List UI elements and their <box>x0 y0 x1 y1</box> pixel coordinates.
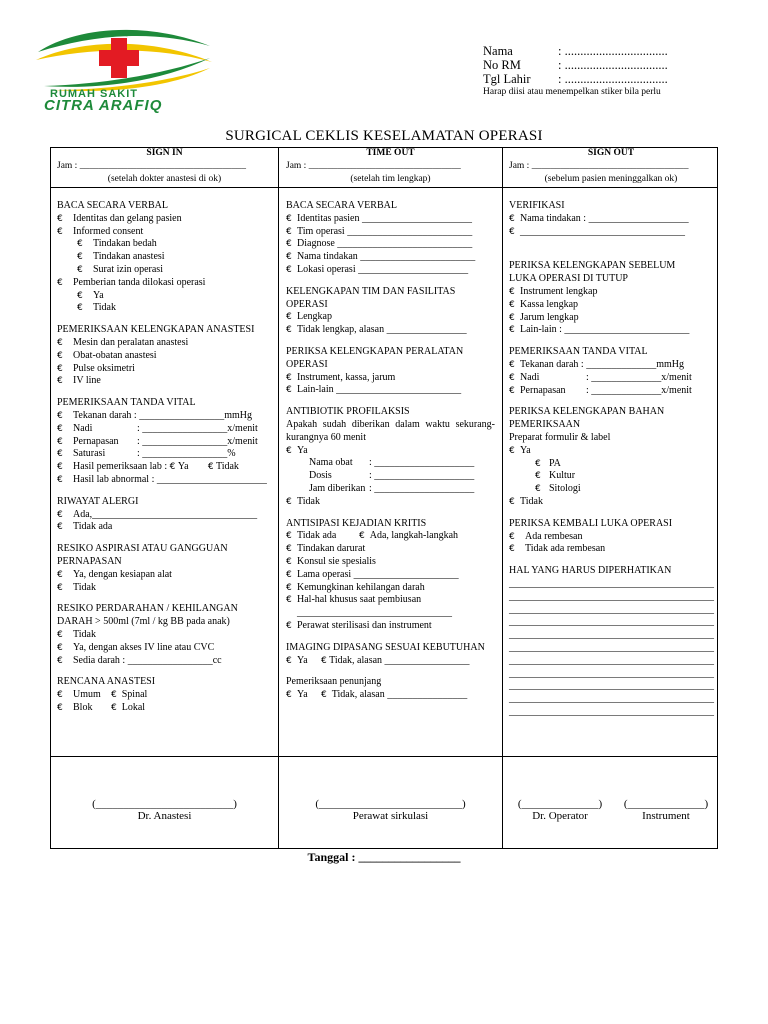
check-item[interactable]: € Tindakan darurat <box>286 543 366 555</box>
checkbox-icon: € <box>57 423 63 434</box>
checkbox-icon: € <box>535 484 541 495</box>
field-nama-obat[interactable]: Nama obat : ____________________ <box>309 457 475 469</box>
section-kelengkapan-peralatan <box>286 346 495 397</box>
checkbox-icon: € <box>286 496 292 507</box>
logo-swoosh-icon <box>34 24 214 94</box>
section-heading: BACA SECARA VERBAL <box>57 200 168 211</box>
check-item[interactable]: € Tidak <box>286 495 320 507</box>
note-line[interactable]: _________________________________________ <box>509 654 714 666</box>
header-time-out: TIME OUT <box>366 148 415 158</box>
section-antisipasi <box>286 518 495 633</box>
check-item[interactable]: € Ya <box>77 289 104 301</box>
time-out-column <box>286 200 495 702</box>
check-item[interactable]: € Tidak <box>57 581 96 593</box>
sub-sign-out: (sebelum pasien meninggalkan ok) <box>544 174 678 184</box>
check-item[interactable]: € Informed consent <box>57 225 144 237</box>
logo-text-rumah-sakit: RUMAH SAKIT <box>50 88 138 100</box>
section-heading: DARAH > 500ml (7ml / kg BB pada anak) <box>57 616 230 628</box>
section-heading: RESIKO ASPIRASI ATAU GANGGUAN <box>57 543 228 555</box>
checkbox-icon: € <box>57 629 63 640</box>
section-rencana-anastesi <box>57 676 271 714</box>
checkbox-icon: € <box>57 474 63 485</box>
check-item[interactable]: € Tim operasi _________________________ <box>286 225 473 237</box>
checkbox-icon: € <box>286 569 292 580</box>
section-heading: PERIKSA KEMBALI LUKA OPERASI <box>509 517 673 529</box>
section-luka-operasi <box>509 518 713 556</box>
check-item[interactable]: € Ya, dengan kesiapan alat <box>57 568 172 580</box>
checkbox-icon: € <box>509 372 515 383</box>
checkbox-icon: € <box>57 690 63 701</box>
checkbox-icon: € <box>57 449 63 460</box>
checkbox-icon: € <box>57 569 63 580</box>
check-item[interactable]: € Lengkap <box>286 311 332 323</box>
label-nama: Nama <box>483 44 513 58</box>
section-baca-verbal <box>286 200 495 277</box>
note-line[interactable]: _________________________________________ <box>509 590 714 602</box>
check-item[interactable]: € Tidak <box>57 628 96 640</box>
signature-name: Dr. Anastesi <box>137 810 192 822</box>
checkbox-icon: € <box>286 595 292 606</box>
checkbox-icon: € <box>57 582 63 593</box>
section-heading: PERNAPASAN <box>57 555 122 567</box>
section-baca-verbal <box>57 200 271 315</box>
checkbox-icon: € <box>57 226 63 237</box>
preparat-label: Preparat formulir & label <box>509 431 611 443</box>
checkbox-icon: € <box>57 350 63 361</box>
check-item[interactable]: € IV line <box>57 375 101 387</box>
check-item[interactable]: € Sedia darah : _________________cc <box>57 654 222 666</box>
section-heading: OPERASI <box>286 298 328 310</box>
patient-note: Harap diisi atau menempelkan stiker bila perlu <box>483 87 661 97</box>
check-item[interactable]: € Lain-lain _________________________ <box>286 384 462 396</box>
section-heading: RESIKO PERDARAHAN / KEHILANGAN <box>57 603 238 615</box>
section-imaging <box>286 642 495 668</box>
checkbox-icon: € <box>57 376 63 387</box>
check-item[interactable]: € Nadi : _________________x/menit <box>57 422 258 434</box>
check-item[interactable]: € Nama tindakan _______________________ <box>286 251 476 263</box>
checkbox-icon: € <box>286 556 292 567</box>
note-line[interactable]: _________________________________________ <box>509 577 714 589</box>
checkbox-icon: € <box>509 445 515 456</box>
note-line[interactable]: _________________________________________ <box>509 603 714 615</box>
checkbox-icon: € <box>509 299 515 310</box>
checklist-table <box>50 147 718 849</box>
section-tanda-vital <box>509 346 713 397</box>
checkbox-icon: € <box>509 385 515 396</box>
section-hal-diperhatikan <box>509 565 713 719</box>
checkbox-icon: € <box>286 239 292 250</box>
section-heading: OPERASI <box>286 358 328 370</box>
sub-time-out: (setelah tim lengkap) <box>350 174 431 184</box>
checkbox-icon: € <box>509 544 515 555</box>
checkbox-icon: € <box>286 325 292 336</box>
signature-name: Instrument <box>642 810 690 822</box>
checkbox-icon: € <box>57 337 63 348</box>
check-item[interactable]: € Umum € Spinal <box>57 689 148 701</box>
checkbox-icon: € <box>535 471 541 482</box>
check-item[interactable]: € Nama tindakan : ____________________ <box>509 212 689 224</box>
patient-info <box>483 44 668 97</box>
checkbox-icon: € <box>57 277 63 288</box>
jam-sign-in[interactable]: Jam : ___________________________________ <box>57 161 246 171</box>
check-item[interactable]: € Pemberian tanda dilokasi operasi <box>57 276 206 288</box>
checkbox-icon: € <box>57 436 63 447</box>
check-item[interactable]: € Ya € Tidak, alasan ________________ <box>286 689 468 701</box>
section-tanda-vital <box>57 397 271 487</box>
check-item[interactable]: € Instrument lengkap <box>509 285 598 297</box>
check-item[interactable]: € Tindakan anastesi <box>77 251 165 263</box>
checkbox-icon: € <box>286 531 292 542</box>
section-heading: ANTISIPASI KEJADIAN KRITIS <box>286 517 427 529</box>
section-heading: LUKA OPERASI DI TUTUP <box>509 273 628 285</box>
checkbox-icon: € <box>509 325 515 336</box>
section-heading: IMAGING DIPASANG SESUAI KEBUTUHAN <box>286 641 485 653</box>
check-item[interactable]: € Sitologi <box>535 483 581 495</box>
note-line[interactable]: _________________________________________ <box>509 680 714 692</box>
section-penunjang <box>286 676 495 702</box>
section-heading: PEMERIKSAAN <box>509 419 581 431</box>
check-item[interactable]: € Pernapasan : ______________x/menit <box>509 384 692 396</box>
check-item[interactable]: € Tidak ada € Ada, langkah-langkah <box>286 530 459 542</box>
page-title: SURGICAL CEKLIS KESELAMATAN OPERASI <box>225 128 543 144</box>
check-item[interactable]: € Nadi : ______________x/menit <box>509 371 692 383</box>
section-verifikasi <box>509 200 713 238</box>
sign-in-column <box>57 200 271 715</box>
section-heading: KELENGKAPAN TIM DAN FASILITAS <box>286 285 456 297</box>
checkbox-icon: € <box>286 252 292 263</box>
section-heading: PEMERIKSAAN TANDA VITAL <box>57 397 196 409</box>
check-item[interactable]: € Tekanan darah : ______________mmHg <box>509 358 684 370</box>
checkbox-icon: € <box>509 312 515 323</box>
check-item[interactable]: € Ya € Tidak, alasan _________________ <box>286 654 470 666</box>
column-divider <box>502 148 503 848</box>
note-line[interactable]: _________________________________________ <box>509 667 714 679</box>
header-sign-out: SIGN OUT <box>587 148 635 158</box>
logo-text-citra-arafiq: CITRA ARAFIQ <box>44 97 163 114</box>
checkbox-icon: € <box>57 655 63 666</box>
check-item[interactable]: € Tidak ada <box>57 521 113 533</box>
header-sign-in: SIGN IN <box>146 148 183 158</box>
checkbox-icon: € <box>286 226 292 237</box>
section-kelengkapan-sebelum-tutup <box>509 260 713 337</box>
checkbox-icon: € <box>286 690 292 701</box>
check-item[interactable]: € Hasil pemeriksaan lab : € Ya € Tidak <box>57 461 239 473</box>
check-item[interactable]: € _________________________________ <box>509 225 685 237</box>
checkbox-icon: € <box>57 213 63 224</box>
checkbox-icon: € <box>57 410 63 421</box>
checkbox-icon[interactable]: € <box>359 531 365 542</box>
checkbox-icon[interactable]: € <box>321 690 327 701</box>
check-item[interactable]: € Tidak ada rembesan <box>509 543 606 555</box>
checkbox-icon: € <box>77 252 83 263</box>
note-line[interactable]: _________________________________________ <box>509 705 714 717</box>
checkbox-icon[interactable]: € <box>111 702 117 713</box>
section-heading: RIWAYAT ALERGI <box>57 495 139 507</box>
check-item[interactable]: € Identitas dan gelang pasien <box>57 212 182 224</box>
note-line[interactable]: _________________________________________ <box>509 616 714 628</box>
section-heading: ANTIBIOTIK PROFILAKSIS <box>286 406 410 418</box>
label-no-rm: No RM <box>483 58 521 72</box>
check-item[interactable]: € Instrument, kassa, jarum <box>286 371 396 383</box>
checkbox-icon: € <box>509 496 515 507</box>
section-kelengkapan-tim <box>286 286 495 337</box>
jam-time-out[interactable]: Jam : ________________________________ <box>286 161 461 171</box>
checkbox-icon: € <box>57 702 63 713</box>
check-item[interactable]: € Tidak lengkap, alasan ________________ <box>286 324 467 336</box>
note-line[interactable]: _________________________________________ <box>509 641 714 653</box>
checkbox-icon: € <box>77 303 83 314</box>
check-item[interactable]: € Blok € Lokal <box>57 701 146 713</box>
tanggal-field[interactable]: Tanggal : _________________ <box>307 850 461 864</box>
section-heading: PEMERIKSAAN TANDA VITAL <box>509 346 648 358</box>
section-heading: Pemeriksaan penunjang <box>286 676 382 688</box>
check-item[interactable]: € Tidak <box>77 302 116 314</box>
check-item[interactable]: € Konsul sie spesialis <box>286 555 376 567</box>
checkbox-icon: € <box>509 359 515 370</box>
note-line[interactable]: _________________________________________ <box>509 693 714 705</box>
label-tgl-lahir: Tgl Lahir <box>483 72 531 86</box>
check-item[interactable]: € Lokasi operasi ______________________ <box>286 263 469 275</box>
check-item[interactable]: € Tidak <box>509 495 543 507</box>
checkbox-icon: € <box>57 509 63 520</box>
sub-sign-in: (setelah dokter anastesi di ok) <box>107 174 222 184</box>
check-item[interactable]: € Saturasi : _________________% <box>57 448 236 460</box>
field-dosis[interactable]: Dosis : ____________________ <box>309 470 475 482</box>
check-item[interactable]: € Hasil lab abnormal : ______________________ <box>57 473 267 485</box>
checkbox-icon: € <box>286 385 292 396</box>
check-item[interactable]: € Kassa lengkap <box>509 298 579 310</box>
checkbox-icon[interactable]: € <box>321 655 327 666</box>
column-divider <box>278 148 279 848</box>
signature-line: (__________________________) <box>315 798 466 810</box>
check-item[interactable]: € Pulse oksimetri <box>57 362 135 374</box>
check-item[interactable]: € Ya <box>286 444 308 456</box>
section-kelengkapan-bahan <box>509 406 713 508</box>
field-no-rm[interactable]: : ................................. <box>558 58 668 72</box>
checkbox-icon: € <box>286 264 292 275</box>
checkbox-icon: € <box>286 445 292 456</box>
checkbox-icon[interactable]: € <box>169 462 176 473</box>
section-riwayat-alergi <box>57 496 271 534</box>
field-nama[interactable]: : ................................. <box>558 44 668 58</box>
section-kelengkapan-anastesi <box>57 324 271 388</box>
section-heading: PERIKSA KELENGKAPAN PERALATAN <box>286 345 464 357</box>
checkbox-icon: € <box>509 286 515 297</box>
checkbox-icon: € <box>286 372 292 383</box>
check-item[interactable]: € Pernapasan : _________________x/menit <box>57 435 258 447</box>
check-item[interactable]: € Ya, dengan akses IV line atau CVC <box>57 641 215 653</box>
check-item[interactable]: € Ada,_________________________________ <box>57 508 258 520</box>
section-heading: PEMERIKSAAN KELENGKAPAN ANASTESI <box>57 324 255 336</box>
checkbox-icon: € <box>77 290 83 301</box>
checkbox-icon: € <box>57 462 63 473</box>
signature-name: Perawat sirkulasi <box>352 810 429 822</box>
check-item[interactable]: € PA <box>535 457 561 469</box>
check-item[interactable]: € Jarum lengkap <box>509 311 579 323</box>
checkbox-icon: € <box>286 213 292 224</box>
check-item[interactable]: € Kultur <box>535 470 576 482</box>
check-item[interactable]: € Diagnose ___________________________ <box>286 238 473 250</box>
note-line[interactable]: _________________________________________ <box>509 629 714 641</box>
checkbox-icon[interactable]: € <box>111 690 117 701</box>
check-item[interactable]: € Perawat sterilisasi dan instrument <box>286 619 432 631</box>
checkbox-icon: € <box>286 544 292 555</box>
checkbox-icon: € <box>286 655 292 666</box>
jam-sign-out[interactable]: Jam : _________________________________ <box>509 161 689 171</box>
check-item[interactable]: € Lain-lain : _________________________ <box>509 324 690 336</box>
check-item[interactable]: € Surat izin operasi <box>77 263 163 275</box>
check-item[interactable]: € Tindakan bedah <box>77 238 157 250</box>
section-heading: VERIFIKASI <box>509 200 565 211</box>
sign-out-column <box>509 200 713 719</box>
field-tgl-lahir[interactable]: : ................................. <box>558 72 668 86</box>
section-heading: HAL YANG HARUS DIPERHATIKAN <box>509 565 672 577</box>
checkbox-icon: € <box>509 213 515 224</box>
check-item[interactable]: € Ya <box>509 444 531 456</box>
signature-anastesi[interactable] <box>51 798 278 822</box>
check-item[interactable]: € Obat-obatan anastesi <box>57 349 157 361</box>
check-item[interactable]: € Kemungkinan kehilangan darah <box>286 581 425 593</box>
checkbox-icon: € <box>57 363 63 374</box>
signature-line: (______________) <box>517 798 603 810</box>
signature-divider <box>51 756 717 757</box>
checkbox-icon: € <box>57 642 63 653</box>
antibiotik-question: Apakah sudah diberikan dalam waktu sekurang-kurangnya 60 menit <box>286 418 495 443</box>
signature-instrument[interactable] <box>613 798 719 822</box>
check-item[interactable]: € Mesin dan peralatan anastesi <box>57 336 189 348</box>
check-item[interactable]: € Ada rembesan <box>509 530 583 542</box>
check-item[interactable]: € Lama operasi _____________________ <box>286 568 459 580</box>
header-divider <box>51 187 717 188</box>
section-antibiotik <box>286 406 495 508</box>
checkbox-icon: € <box>57 522 63 533</box>
section-heading: RENCANA ANASTESI <box>57 676 156 688</box>
checkbox-icon: € <box>77 264 83 275</box>
signature-name: Dr. Operator <box>532 810 588 822</box>
signature-operator[interactable] <box>507 798 613 822</box>
signature-line: (______________) <box>623 798 709 810</box>
signature-perawat[interactable] <box>279 798 502 822</box>
checkbox-icon: € <box>286 582 292 593</box>
checkbox-icon: € <box>509 531 515 542</box>
signature-line: (_________________________) <box>92 798 237 810</box>
checkbox-icon: € <box>286 620 292 631</box>
section-heading: PERIKSA KELENGKAPAN SEBELUM <box>509 260 676 272</box>
checkbox-icon: € <box>509 226 515 237</box>
field-jam-diberikan[interactable]: Jam diberikan : ____________________ <box>309 482 475 494</box>
blank-line[interactable]: _______________________________ <box>297 607 452 619</box>
section-resiko-perdarahan <box>57 603 271 667</box>
section-heading: PERIKSA KELENGKAPAN BAHAN <box>509 406 665 418</box>
check-item[interactable]: € Identitas pasien ______________________ <box>286 212 472 224</box>
check-item[interactable]: € Hal-hal khusus saat pembiusan <box>286 594 422 606</box>
section-heading: BACA SECARA VERBAL <box>286 200 397 211</box>
checkbox-icon: € <box>77 239 83 250</box>
checkbox-icon: € <box>286 312 292 323</box>
checkbox-icon: € <box>535 458 541 469</box>
section-resiko-aspirasi <box>57 543 271 594</box>
checkbox-icon[interactable]: € <box>207 462 214 473</box>
check-item[interactable]: € Tekanan darah : _________________mmHg <box>57 409 252 421</box>
